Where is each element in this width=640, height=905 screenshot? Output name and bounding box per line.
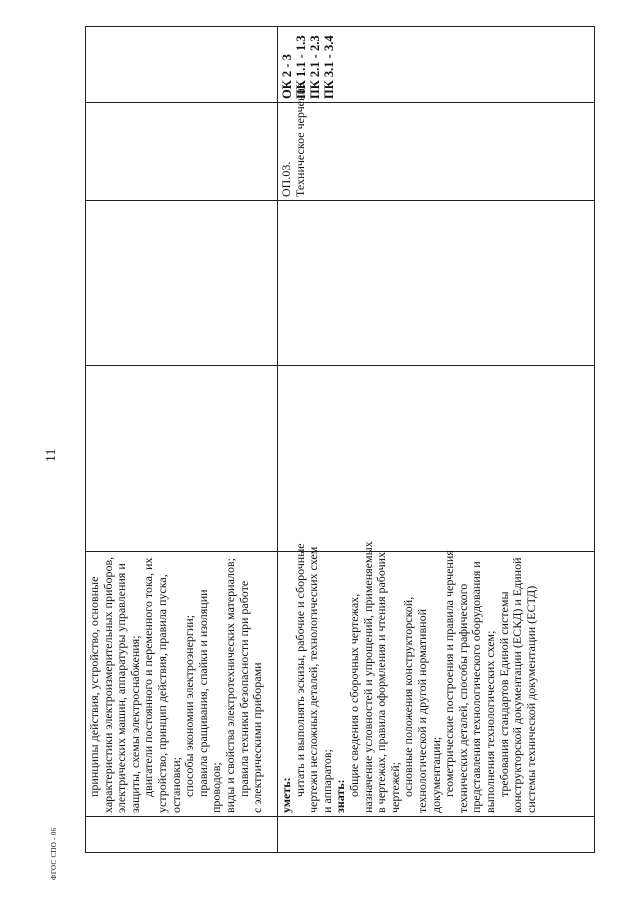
hours-max-cell	[86, 366, 278, 552]
footer-code: ФГОС СПО - 06	[50, 827, 58, 880]
text-line: геометрические построения и правила черчения	[442, 550, 457, 797]
competency-code: ПК 2.1 - 2.3	[308, 35, 322, 99]
text-line: чертежей;	[387, 762, 402, 813]
text-line: чертежи несложных деталей, технологических схем	[306, 546, 321, 813]
text-line: принципы действия, устройство, основные	[87, 576, 101, 797]
text-line: конструкторской документации (ЕСКД) и Единой	[510, 557, 525, 813]
discipline-name: Техническое черчение	[292, 82, 307, 197]
text-line: требования стандартов Единой системы	[496, 591, 511, 797]
discipline-code: ОП.03.	[279, 161, 293, 197]
text-line: остановки;	[168, 756, 183, 813]
requirements-text	[88, 555, 265, 813]
section-label: уметь:	[279, 777, 293, 813]
page-number: 11	[44, 448, 59, 462]
index-cell	[86, 817, 278, 853]
table-row	[86, 27, 278, 853]
competency-code: ОК 2 - 3	[280, 54, 294, 99]
text-line: в чертежах, правила оформления и чтения рабочих	[374, 551, 389, 813]
text-line: и аппаратов;	[319, 749, 334, 813]
competencies-cell	[278, 27, 595, 103]
hours-required-cell	[278, 201, 595, 366]
text-line: представления технологического оборудования и	[469, 561, 484, 813]
text-line: с электрическими приборами	[250, 662, 265, 813]
requirements-cell	[278, 541, 595, 817]
text-line: читать и выполнять эскизы, рабочие и сборочные	[292, 543, 307, 797]
index-cell	[278, 817, 595, 853]
discipline-cell	[278, 82, 595, 201]
hours-required-cell	[86, 201, 278, 366]
competency-code: ПК 3.1 - 3.4	[322, 35, 336, 99]
text-line: системы технической документации (ЕСТД)	[523, 585, 538, 813]
text-line: общие сведения о сборочных чертежах,	[346, 593, 361, 797]
competency-code: ПК 1.1 - 1.3	[294, 35, 308, 99]
text-line: правила сращивания, спайки и изоляции	[195, 589, 210, 797]
text-line: документации;	[428, 736, 443, 813]
text-line: технологической и другой нормативной	[414, 609, 429, 813]
hours-max-cell	[278, 366, 595, 552]
section-label: знать:	[333, 779, 348, 813]
discipline-cell	[86, 103, 278, 201]
text-line: характеристики электроизмерительных приборов,	[100, 556, 115, 813]
text-line: основные положения конструкторской,	[401, 596, 416, 797]
rotated-page-content	[85, 27, 595, 853]
text-line: проводов;	[209, 762, 224, 813]
text-line: выполнения технологических схем;	[482, 630, 497, 813]
text-line: защиты, схемы электроснабжения;	[127, 635, 142, 813]
text-line: технических деталей, способы графического	[455, 583, 470, 813]
text-line: устройство, принцип действия, правила пуска,	[154, 574, 169, 813]
text-line: электрических машин, аппаратуры управления и	[114, 563, 129, 813]
table-row	[278, 27, 595, 853]
text-line: способы экономии электроэнергии;	[182, 615, 197, 797]
curriculum-table	[85, 26, 595, 853]
text-line: назначение условностей и упрощений, применяемых	[360, 541, 375, 813]
text-line: виды и свойства электротехнических материалов;	[222, 558, 237, 813]
text-line: двигатели постоянного и переменного тока, их	[141, 557, 156, 797]
competencies-cell	[86, 27, 278, 103]
requirements-cell	[86, 552, 278, 817]
text-line: правила техники безопасности при работе	[236, 580, 251, 797]
requirements-text	[279, 541, 538, 813]
